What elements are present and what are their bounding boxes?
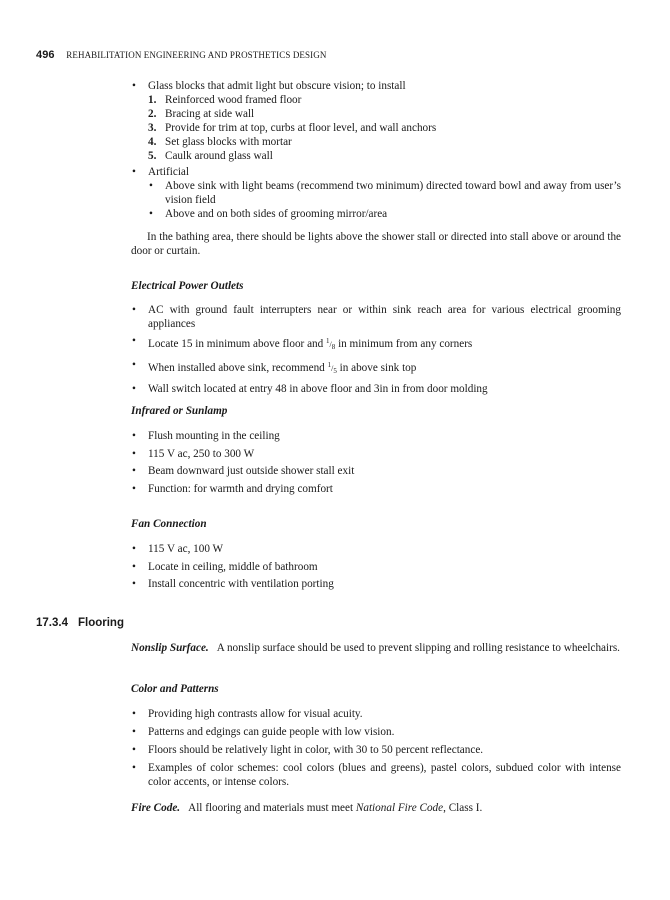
list-item <box>131 79 621 163</box>
fraction-denominator: 5 <box>333 367 337 375</box>
list-item-text: Function: for warmth and drying comfort <box>148 482 333 495</box>
list-item <box>131 447 621 461</box>
infrared-list <box>131 429 621 496</box>
list-item <box>131 577 621 591</box>
fraction-denominator: 8 <box>331 343 336 351</box>
step-number: 3. <box>148 122 157 134</box>
fire-code-paragraph <box>131 801 621 815</box>
list-item-text: Above and on both sides of grooming mirror/area <box>165 208 388 220</box>
list-item-text: Beam downward just outside shower stall exit <box>148 465 355 477</box>
paragraph-text: , Class I. <box>443 802 483 814</box>
step-item <box>148 107 621 121</box>
step-text: Bracing at side wall <box>165 108 255 120</box>
list-item <box>131 761 621 789</box>
list-item-text: 115 V ac, 250 to 300 W <box>148 447 255 460</box>
list-item-text: Providing high contrasts allow for visual acuity. <box>148 708 363 720</box>
list-item <box>131 725 621 739</box>
infrared-heading: Infrared or Sunlamp <box>131 405 228 417</box>
list-item <box>131 542 621 556</box>
lighting-list <box>131 79 621 221</box>
nonslip-paragraph <box>131 641 621 655</box>
list-item <box>131 165 621 221</box>
glass-blocks-intro: Glass blocks that admit light but obscure vision; to install <box>148 80 406 92</box>
list-item <box>148 207 621 221</box>
list-item <box>131 334 621 354</box>
fan-heading: Fan Connection <box>131 518 207 530</box>
step-number: 1. <box>148 94 157 106</box>
step-item <box>148 149 621 163</box>
list-item <box>131 560 621 574</box>
list-item <box>131 382 621 396</box>
step-number: 5. <box>148 150 157 162</box>
step-item <box>148 93 621 107</box>
section-number: 17.3.4 <box>36 617 68 629</box>
list-item <box>131 429 621 443</box>
color-list <box>131 707 621 789</box>
list-item-text: Examples of color schemes: cool colors (blues and greens), pastel colors, subdued color with intense color accents, or intense colors. <box>148 762 621 788</box>
section-heading-flooring <box>36 617 124 629</box>
list-item <box>131 482 621 496</box>
step-text: Set glass blocks with mortar <box>165 136 292 148</box>
section-title: Flooring <box>77 617 124 629</box>
step-text: Caulk around glass wall <box>165 150 273 162</box>
list-item-text: in above sink top <box>336 362 417 374</box>
step-text: Provide for trim at top, curbs at floor level, and wall anchors <box>165 122 437 134</box>
electrical-heading: Electrical Power Outlets <box>131 280 244 292</box>
fraction-numerator: 1 <box>327 361 332 369</box>
fan-list <box>131 542 621 591</box>
page-number: 496 <box>36 49 55 61</box>
list-item-text: Floors should be relatively light in color, with 30 to 50 percent reflectance. <box>148 744 484 756</box>
step-item <box>148 121 621 135</box>
glass-blocks-steps <box>131 93 621 163</box>
list-item <box>131 464 621 478</box>
list-item-text: Patterns and edgings can guide people with low vision. <box>148 726 395 738</box>
fraction: $^1/_8$ <box>326 337 336 351</box>
running-header <box>36 49 326 61</box>
list-item-text: Above sink with light beams (recommend two minimum) directed toward bowl and away from user’s vision field <box>165 180 621 206</box>
fraction: $^1/_5$ <box>327 361 337 375</box>
paragraph-text: A nonslip surface should be used to prevent slipping and rolling resistance to wheelchairs. <box>216 642 620 654</box>
list-item <box>131 743 621 757</box>
step-text: Reinforced wood framed floor <box>165 94 302 106</box>
bathing-paragraph <box>131 230 621 258</box>
fire-code-title: National Fire Code <box>355 802 444 814</box>
runin-heading: Fire Code. <box>131 802 181 814</box>
color-heading: Color and Patterns <box>131 683 219 695</box>
step-number: 2. <box>148 108 157 120</box>
list-item-text: 115 V ac, 100 W <box>148 543 224 555</box>
list-item-text: AC with ground fault interrupters near or within sink reach area for various electrical grooming appliances <box>148 304 621 330</box>
step-number: 4. <box>148 136 157 148</box>
list-item <box>131 358 621 378</box>
step-item <box>148 135 621 149</box>
runin-heading: Nonslip Surface. <box>131 642 209 654</box>
list-item-text: in minimum from any corners <box>335 338 473 350</box>
fraction-numerator: 1 <box>326 337 330 345</box>
list-item-text: When installed above sink, recommend <box>148 362 328 374</box>
paragraph-text: In the bathing area, there should be lights above the shower stall or directed into stall above or around the door or curtain. <box>131 231 621 257</box>
artificial-sublist <box>148 179 621 221</box>
list-item-text: Locate in ceiling, middle of bathroom <box>148 560 318 573</box>
list-item-text: Flush mounting in the ceiling <box>148 430 280 442</box>
electrical-list <box>131 303 621 396</box>
list-item-text: Install concentric with ventilation porting <box>148 578 334 590</box>
artificial-label: Artificial <box>148 166 190 178</box>
list-item <box>131 303 621 331</box>
list-item-text: Locate 15 in minimum above floor and <box>148 338 327 350</box>
list-item <box>131 707 621 721</box>
paragraph-text: All flooring and materials must meet <box>188 802 356 814</box>
list-item-text: Wall switch located at entry 48 in above floor and 3in in from door molding <box>148 383 488 395</box>
list-item <box>148 179 621 207</box>
running-title: REHABILITATION ENGINEERING AND PROSTHETICS DESIGN <box>66 50 327 60</box>
